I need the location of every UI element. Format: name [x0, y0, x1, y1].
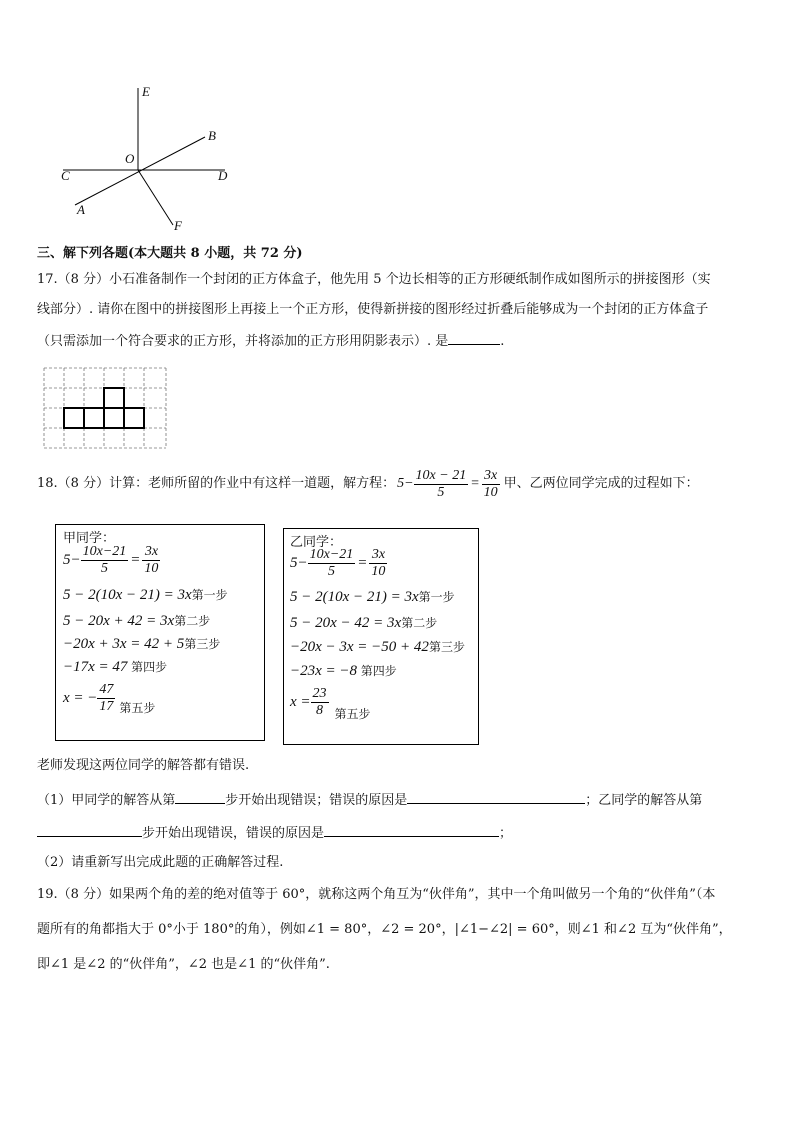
q19-line3: 即∠1 是∠2 的“伙伴角”，∠2 也是∠1 的“伙伴角”.: [37, 957, 330, 972]
q18-part1-line1: （1）甲同学的解答从第 步开始出现错误；错误的原因是 ；乙同学的解答从第: [37, 789, 702, 811]
q17-line3: [37, 330, 504, 352]
jia-reason-blank[interactable]: [407, 789, 585, 804]
label-f: F: [174, 218, 182, 233]
label-o: O: [125, 151, 135, 166]
yi-step1: 5 − 2(10x − 21) = 3x第一步: [290, 589, 455, 605]
yi-step3: −20x − 3x = −50 + 42第三步: [290, 639, 465, 655]
q19-line1: 19.（8 分）如果两个角的差的绝对值等于 60°，就称这两个角互为“伙伴角”，其中一个角叫做另一个角的“伙伴角”（本: [37, 887, 716, 902]
jia-step3: −20x + 3x = 42 + 5第三步: [63, 636, 221, 652]
q18-eq-sign: =: [470, 476, 480, 491]
q18-eq-rfrac: $\frac{3x}{10}$: [483, 467, 498, 500]
jia-step1: 5 − 2(10x − 21) = 3x第一步: [63, 587, 228, 603]
q18-suffix: 甲、乙两位同学完成的过程如下：: [503, 476, 699, 491]
q18-teacher-note: 老师发现这两位同学的解答都有错误.: [37, 758, 250, 773]
q17-line3-text: （只需添加一个符合要求的正方形，并将添加的正方形用阴影表示）. 是: [37, 334, 449, 349]
jia-title: 甲同学：: [63, 531, 116, 546]
net-squares: [64, 388, 144, 428]
yi-reason-blank[interactable]: [324, 822, 499, 837]
jia-step-blank[interactable]: [175, 789, 225, 804]
q18-eq-left: 5−: [397, 476, 414, 491]
jia-step2: 5 − 20x + 42 = 3x第二步: [63, 613, 211, 629]
q18-prefix: 18.（8 分）计算：老师所留的作业中有这样一道题，解方程：: [37, 476, 396, 491]
label-c: C: [61, 168, 70, 183]
jia-step0: 5− $\frac{10x-21}{5}$ = $\frac{3x}{10}$: [63, 544, 159, 576]
net-grid[interactable]: [43, 367, 167, 449]
yi-step0: 5− $\frac{10x-21}{5}$ = $\frac{3x}{10}$: [290, 547, 386, 579]
yi-step5: x = $\frac{23}{8}$ 第五步: [290, 686, 371, 721]
section-heading: 三、解下列各题(本大题共 8 小题，共 72 分): [37, 246, 303, 261]
line-ab: [75, 137, 205, 205]
q17-line3-end: .: [500, 334, 505, 349]
yi-title: 乙同学：: [290, 535, 343, 550]
label-b: B: [208, 128, 216, 143]
jia-step4: −17x = 47 第四步: [63, 659, 168, 675]
yi-step4: −23x = −8 第四步: [290, 663, 397, 679]
jia-step5: x = − $\frac{47}{17}$ 第五步: [63, 682, 156, 715]
q18-eq-frac: $\frac{10x - 21}{5}$: [415, 467, 467, 500]
q18-statement: [37, 462, 699, 506]
label-e: E: [142, 84, 150, 99]
q17-answer-blank[interactable]: [448, 330, 500, 345]
q17-line1: 17.（8 分）小石准备制作一个封闭的正方体盒子，他先用 5 个边长相等的正方形硬纸制作成如图所示的拼接图形（实: [37, 272, 711, 287]
angle-figure: [55, 80, 255, 240]
yi-step-blank[interactable]: [37, 822, 142, 837]
label-a: A: [77, 202, 85, 217]
q17-line2: 线部分）. 请你在图中的拼接图形上再接上一个正方形，使得新拼接的图形经过折叠后能够成为一个封闭的正方体盒子: [37, 302, 709, 317]
line-of: [138, 170, 173, 225]
label-d: D: [218, 168, 228, 183]
yi-step2: 5 − 20x − 42 = 3x第二步: [290, 615, 438, 631]
q19-line2: 题所有的角都指大于 0°小于 180°的角），例如∠1 = 80°，∠2 = 20°，|∠1−∠2| = 60°，则∠1 和∠2 互为“伙伴角”，: [37, 922, 732, 937]
q18-part2: （2）请重新写出完成此题的正确解答过程.: [37, 855, 284, 870]
q18-part1-line2: 步开始出现错误，错误的原因是 ；: [37, 822, 512, 844]
